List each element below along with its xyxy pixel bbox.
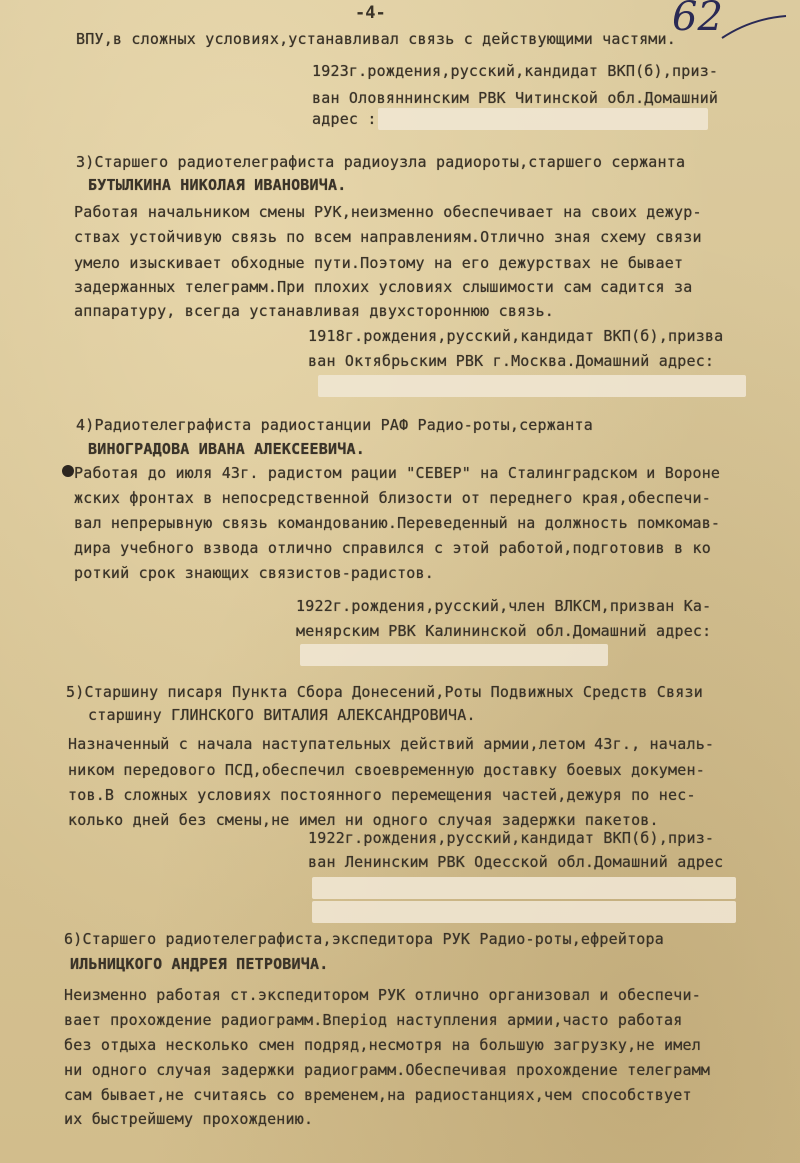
body-line: ником передового ПСД,обеспечил своевременную доставку боевых докумен- — [68, 761, 705, 779]
body-line: аппаратуру, всегда устанавливая двухстороннюю связь. — [74, 302, 554, 320]
body-line: роткий срок знающих связистов-радистов. — [74, 564, 434, 582]
body-line: ствах устойчивую связь по всем направлениям.Отлично зная схему связи — [74, 228, 702, 246]
body-line: дира учебного взвода отлично справился с этой работой,подготовив в ко — [74, 539, 711, 557]
bio-line: 1922г.рождения,русский,кандидат ВКП(б),приз- — [308, 829, 715, 847]
bio-line: менярским РВК Калининской обл.Домашний адрес: — [296, 622, 712, 640]
body-line: Назначенный с начала наступательных действий армии,летом 43г., началь- — [68, 735, 715, 753]
section-title: 6)Старшего радиотелеграфиста,экспедитора РУК Радио-роты,ефрейтора — [64, 930, 664, 948]
body-line: задержанных телеграмм.При плохих условиях слышимости сам садится за — [74, 278, 693, 296]
body-line: ВПУ,в сложных условиях,устанавливал связь с действующими частями. — [76, 30, 676, 48]
bio-line: ван Оловяннинским РВК Читинской обл.Домашний — [312, 89, 719, 107]
body-line: Неизменно работая ст.экспедитором РУК отлично организовал и обеспечи- — [64, 986, 701, 1004]
body-line: сам бывает,не считаясь со временем,на радиостанциях,чем способствует — [64, 1086, 692, 1104]
section-title: 5)Старшину писаря Пункта Сбора Донесений,Роты Подвижных Средств Связи — [66, 683, 703, 701]
redacted-address — [312, 877, 736, 899]
body-line: ни одного случая задержки радиограмм.Обеспечивая прохождение телеграмм — [64, 1061, 711, 1079]
bio-line: ван Октябрьским РВК г.Москва.Домашний адрес: — [308, 352, 715, 370]
redacted-address — [378, 108, 708, 130]
address-label: адрес : — [312, 110, 377, 128]
body-line: их быстрейшему прохождению. — [64, 1110, 314, 1128]
ink-blot — [62, 465, 74, 477]
body-line: жских фронтах в непосредственной близости от переднего края,обеспечи- — [74, 489, 711, 507]
bio-line: 1923г.рождения,русский,кандидат ВКП(б),приз- — [312, 62, 719, 80]
body-line: колько дней без смены,не имел ни одного случая задержки пакетов. — [68, 811, 659, 829]
handwritten-underline — [720, 8, 790, 48]
body-line: Работая начальником смены РУК,неизменно обеспечивает на своих дежур- — [74, 203, 702, 221]
body-line: вал непрерывную связь командованию.Переведенный на должность помкомав- — [74, 514, 721, 532]
person-name: БУТЫЛКИНА НИКОЛАЯ ИВАНОВИЧА. — [88, 176, 347, 194]
redacted-address — [318, 375, 746, 397]
person-name: ИЛЬНИЦКОГО АНДРЕЯ ПЕТРОВИЧА. — [70, 955, 329, 973]
bio-line: ван Ленинским РВК Одесской обл.Домашний адрес — [308, 853, 724, 871]
sheet-number-handwritten: 62 — [672, 0, 723, 40]
bio-line: 1922г.рождения,русский,член ВЛКСМ,призван Ка- — [296, 597, 712, 615]
section-title: 3)Старшего радиотелеграфиста радиоузла радиороты,старшего сержанта — [76, 153, 686, 171]
bio-line: 1918г.рождения,русский,кандидат ВКП(б),призва — [308, 327, 724, 345]
body-line: вает прохождение радиограмм.Вперiод наступления армии,часто работая — [64, 1011, 683, 1029]
body-line: умело изыскивает обходные пути.Поэтому на его дежурствах не бывает — [74, 254, 684, 272]
body-line: тов.В сложных условиях постоянного перемещения частей,дежуря по нес- — [68, 786, 696, 804]
redacted-address — [300, 644, 608, 666]
person-name: ВИНОГРАДОВА ИВАНА АЛЕКСЕЕВИЧА. — [88, 440, 365, 458]
page-number: -4- — [355, 3, 386, 23]
section-title: 4)Радиотелеграфиста радиостанции РАФ Радио-роты,сержанта — [76, 416, 593, 434]
body-line: Работая до июля 43г. радистом рации "СЕВЕР" на Сталинградском и Вороне — [74, 464, 721, 482]
body-line: без отдыха несколько смен подряд,несмотря на большую загрузку,не имел — [64, 1036, 701, 1054]
person-name: старшину ГЛИНСКОГО ВИТАЛИЯ АЛЕКСАНДРОВИЧА. — [88, 706, 476, 724]
redacted-address — [312, 901, 736, 923]
